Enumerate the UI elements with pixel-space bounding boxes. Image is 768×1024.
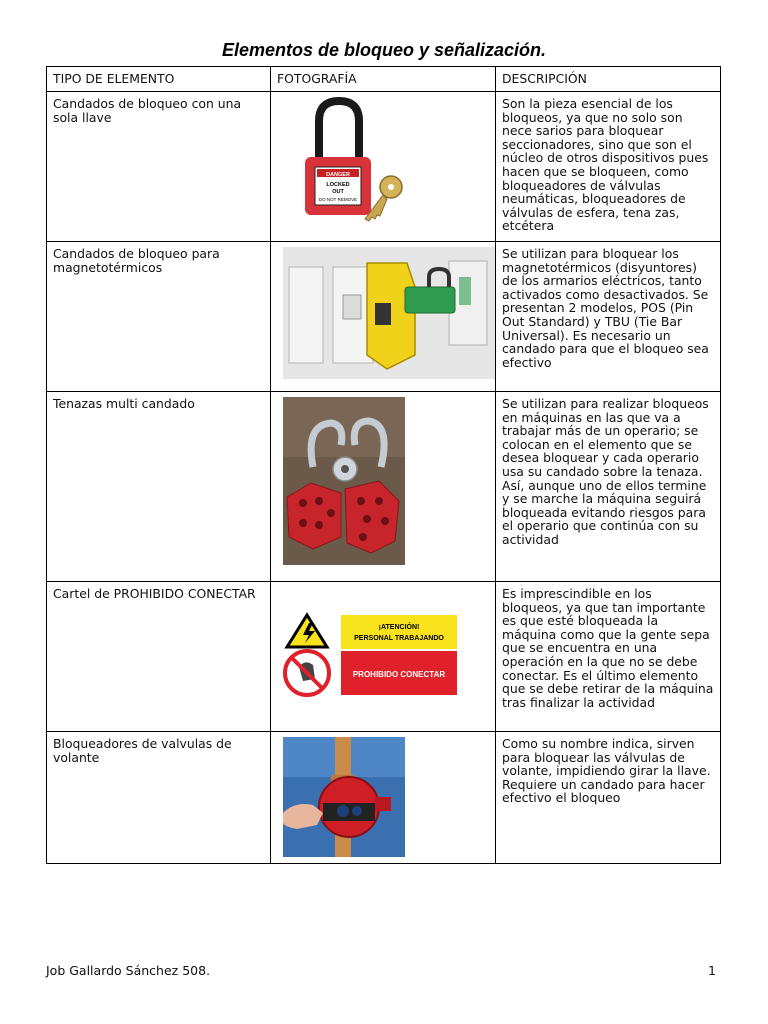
padlock-label-remove: DO NOT REMOVE [318,197,358,202]
row-photo-cell [271,582,496,732]
padlock-label-out: OUT [332,189,344,195]
green-lock [405,287,455,313]
column-header-description: DESCRIPCIÓN [496,67,721,92]
table-row [47,92,721,242]
row-description-cell: Son la pieza esencial de los bloqueos, ya que no solo son nece sarios para bloquear seccionadores, sino que son el núcleo de otros dispositivos pues hacen que se bloqueen, como bloqueadores de válvulas neumáticas, bloqueadores de válvulas de esfera, tena zas, etcétera [496,92,721,242]
sign-attention-text: ¡ATENCIÓN! [378,624,420,631]
table-row [47,242,721,392]
warning-sign-photo [279,589,463,719]
valve-lock-photo [283,737,405,857]
sign-yellow-band [341,615,457,649]
row-description-cell: Es imprescindible en los bloqueos, ya que tan importante es que esté bloqueada la máquina como que la gente sepa que se encuentra en una operación en la que no se debe conectar. Es el último elemento que se debe retirar de la máquina tras finalizar la actividad [496,582,721,732]
table-row [47,732,721,864]
footer-author: Job Gallardo Sánchez 508. [46,963,211,978]
table-header-row [47,67,721,92]
row-description-cell: Se utilizan para realizar bloqueos en máquinas en las que va a trabajar más de un operario; se colocan en el elemento que se desea bloquear y cada operario usa su candado sobre la tenaza. Así, aunque uno de ellos termine y se marche la máquina seguirá bloqueada evitando riesgos para el operario que continúa con su actividad [496,392,721,582]
row-photo-cell [271,92,496,242]
table-row [47,392,721,582]
elements-table [46,66,721,864]
sign-prohibited-text: PROHIBIDO CONECTAR [352,670,446,679]
row-description-cell: Como su nombre indica, sirven para bloquear las válvulas de volante, impidiendo girar la llave. Requiere un candado para hacer efectivo el bloqueo [496,732,721,864]
hasp-photo [283,397,405,565]
row-type-cell: Candados de bloqueo para magnetotérmicos [47,242,271,392]
row-type-cell: Bloqueadores de valvulas de volante [47,732,271,864]
row-photo-cell [271,392,496,582]
padlock-label-locked: LOCKED [326,182,350,188]
table-row [47,582,721,732]
column-header-photo: FOTOGRAFÍA [271,67,496,92]
row-description-cell: Se utilizan para bloquear los magnetotérmicos (disyuntores) de los armarios eléctricos, tanto activados como desactivados. Se presentan 2 modelos, POS (Pin Out Standard) y TBU (Tie Bar Universal). Es necesario un candado para que el bloqueo sea efectivo [496,242,721,392]
padlock-photo [283,97,495,237]
row-photo-cell [271,242,496,392]
padlock-label-danger: DANGER [326,172,350,178]
column-header-type: TIPO DE ELEMENTO [47,67,271,92]
breaker-lock-photo [283,247,495,379]
footer-page-number: 1 [708,963,716,978]
row-type-cell: Cartel de PROHIBIDO CONECTAR [47,582,271,732]
page-title: Elementos de bloqueo y señalización. [221,40,547,60]
row-photo-cell [271,732,496,864]
row-type-cell: Tenazas multi candado [47,392,271,582]
sign-personnel-text: PERSONAL TRABAJANDO [354,635,444,642]
row-type-cell: Candados de bloqueo con una sola llave [47,92,271,242]
